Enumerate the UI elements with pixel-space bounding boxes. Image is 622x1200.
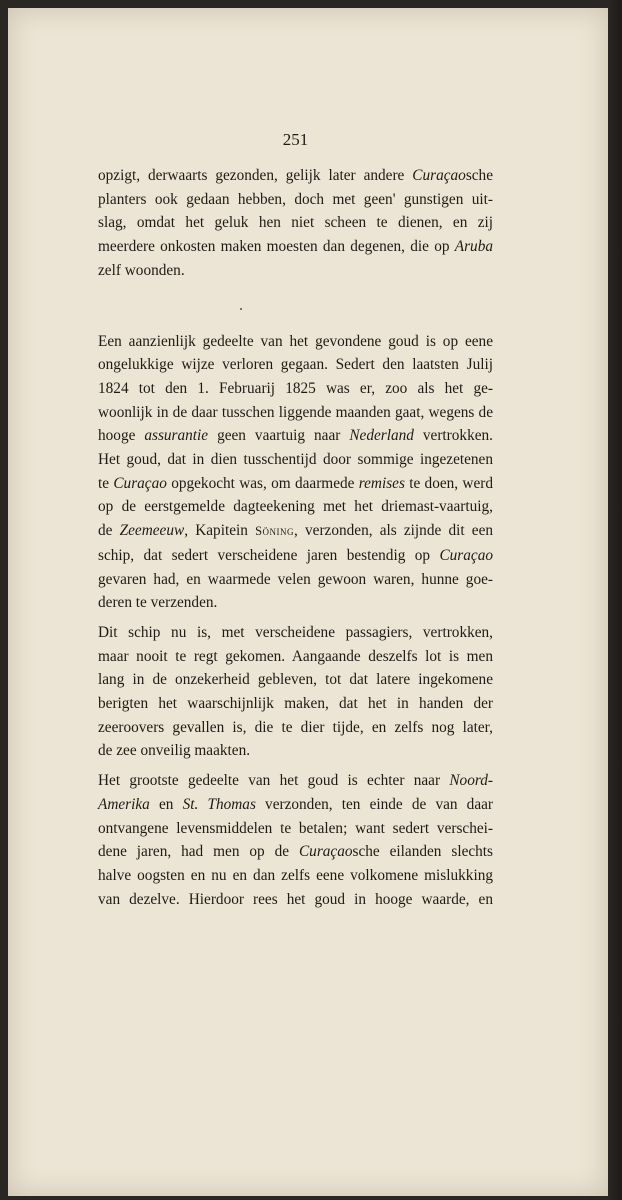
- text-line: berigten het waarschijnlijk maken, dat het in handen der: [98, 695, 493, 713]
- text-line: halve oogsten en nu en dan zelfs eene volkomene mislukking: [98, 866, 493, 884]
- text-line: de Zeemeeuw, Kapitein Söning, verzonden, als zijnde dit een: [98, 522, 494, 540]
- paragraph-gap: [98, 283, 493, 330]
- text-line: de zee onveilig maakten.: [98, 742, 251, 760]
- text-line: deren te verzenden.: [98, 594, 218, 612]
- text-line: opzigt, derwaarts gezonden, gelijk later andere Curaçaosche: [98, 167, 493, 184]
- text-line: slag, omdat het geluk hen niet scheen te dienen, en zij: [98, 214, 493, 232]
- text-line: zeeroovers gevallen is, die te dier tijde, en zelfs nog later,: [98, 718, 493, 736]
- text-line: ontvangene levensmiddelen te betalen; want sedert verschei-: [98, 819, 493, 837]
- page-number: 251: [282, 130, 309, 149]
- text-line: meerdere onkosten maken moesten dan degenen, die op Aruba: [98, 238, 493, 256]
- text-line: planters ook gedaan hebben, doch met geen' gunstigen uit-: [98, 190, 493, 208]
- text-line: dene jaren, had men op de Curaçaosche eilanden slechts: [98, 843, 494, 861]
- text-line: Een aanzienlijk gedeelte van het gevondene goud is op eene: [98, 332, 493, 350]
- text-line: lang in de onzekerheid gebleven, tot dat latere ingekomene: [98, 671, 493, 689]
- paragraph-2: [98, 330, 493, 615]
- text-line: 1824 tot den 1. Februarij 1825 was er, zoo als het ge-: [98, 379, 493, 397]
- page-content: [98, 128, 493, 911]
- text-line: Amerika en St. Thomas verzonden, ten einde de van daar: [98, 795, 493, 813]
- text-line: van dezelve. Hierdoor rees het goud in hooge waarde, en: [98, 890, 493, 908]
- text-line: Dit schip nu is, met verscheidene passagiers, vertrokken,: [98, 623, 493, 641]
- text-line: ongelukkige wijze verloren gegaan. Sedert den laatsten Julij: [98, 356, 493, 374]
- text-line: hooge assurantie geen vaartuig naar Nederland vertrokken.: [98, 427, 493, 445]
- text-line: Het goud, dat in dien tusschentijd door sommige ingezetenen: [98, 451, 493, 469]
- text-line: Het grootste gedeelte van het goud is echter naar Noord-: [98, 772, 493, 790]
- paragraph-1: [98, 164, 493, 283]
- text-line: te Curaçao opgekocht was, om daarmede remises te doen, werd: [98, 474, 493, 492]
- text-line: zelf woonden.: [98, 261, 185, 279]
- scan-edge: [608, 0, 622, 1200]
- text-line: gevaren had, en waarmede velen gewoon waren, hunne goe-: [98, 570, 493, 588]
- text-line: woonlijk in de daar tusschen liggende maanden gaat, wegens de: [98, 403, 493, 421]
- text-line: maar nooit te regt gekomen. Aangaande deszelfs lot is men: [98, 647, 493, 665]
- paragraph-3: [98, 621, 493, 763]
- paragraph-4: [98, 769, 493, 911]
- text-line: op de eerstgemelde dagteekening met het driemast-vaartuig,: [98, 498, 493, 516]
- book-page: [8, 8, 608, 1196]
- text-line: schip, dat sedert verscheidene jaren bestendig op Curaçao: [98, 546, 493, 564]
